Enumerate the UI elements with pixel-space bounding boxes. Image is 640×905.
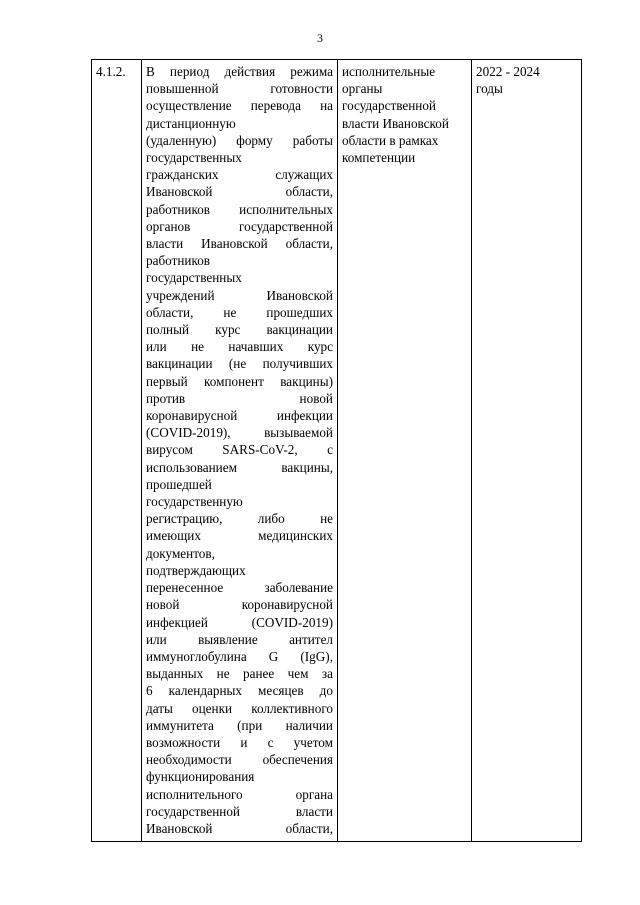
description-line: вакцинации (не получивших <box>146 356 333 372</box>
description-line: осуществление перевода на <box>146 98 333 114</box>
description-line: против новой <box>146 390 333 406</box>
executor-line: государственной <box>342 98 436 114</box>
measures-table <box>91 59 582 842</box>
description-line: или выявление антител <box>146 631 333 647</box>
description-line: иммуноглобулина G (IgG), <box>146 648 333 664</box>
term-line: годы <box>476 81 503 97</box>
description-line: прошедшей <box>146 476 212 492</box>
description-line: имеющих медицинских <box>146 528 333 544</box>
description-line: подтверждающих <box>146 562 246 578</box>
description-line: документов, <box>146 545 215 561</box>
description-line: регистрацию, либо не <box>146 511 333 527</box>
description-line: даты оценки коллективного <box>146 700 333 716</box>
description-line: повышенной готовности <box>146 81 333 97</box>
description-line: первый компонент вакцины) <box>146 373 333 389</box>
table-row <box>92 60 582 842</box>
description-line: коронавирусной инфекции <box>146 408 333 424</box>
executor-line: органы <box>342 81 383 97</box>
description-line: Ивановской области, <box>146 184 333 200</box>
description-line: области, не прошедших <box>146 304 333 320</box>
description-line: функционирования <box>146 769 255 785</box>
description-line: работников <box>146 253 211 269</box>
description-line: (удаленную) форму работы <box>146 132 333 148</box>
description-line: исполнительного органа <box>146 786 333 802</box>
description-line: Ивановской области, <box>146 820 333 836</box>
measure-description-cell <box>142 60 338 842</box>
description-line: иммунитета (при наличии <box>146 717 333 733</box>
term-cell <box>472 60 582 842</box>
executor-line: исполнительные <box>342 64 436 79</box>
description-line: государственных <box>146 150 242 166</box>
executor-line: власти Ивановской <box>342 115 449 131</box>
term-line: 2022 - 2024 <box>476 64 540 79</box>
item-number: 4.1.2. <box>96 64 126 79</box>
item-number-cell <box>92 60 142 842</box>
description-line: работников исполнительных <box>146 201 333 217</box>
description-line: перенесенное заболевание <box>146 580 333 596</box>
description-line: (COVID-2019), вызываемой <box>146 425 333 441</box>
executor-cell <box>338 60 472 842</box>
executor-line: области в рамках <box>342 132 439 148</box>
description-line: полный курс вакцинации <box>146 322 333 338</box>
description-line: вирусом SARS-CoV-2, с <box>146 442 333 458</box>
description-line: государственной власти <box>146 803 333 819</box>
description-line: гражданских служащих <box>146 167 333 183</box>
description-line: В период действия режима <box>146 64 333 79</box>
description-line: или не начавших курс <box>146 339 333 355</box>
description-line: инфекцией (COVID-2019) <box>146 614 333 630</box>
description-line: власти Ивановской области, <box>146 236 333 252</box>
description-line: выданных не ранее чем за <box>146 666 333 682</box>
description-line: государственную <box>146 494 243 510</box>
description-line: государственных <box>146 270 242 286</box>
page-number: 3 <box>317 31 323 45</box>
description-line: 6 календарных месяцев до <box>146 683 333 699</box>
description-line: использованием вакцины, <box>146 459 333 475</box>
description-line: новой коронавирусной <box>146 597 333 613</box>
description-line: дистанционную <box>146 115 236 131</box>
description-line: возможности и с учетом <box>146 734 333 750</box>
description-line: необходимости обеспечения <box>146 752 333 768</box>
description-line: органов государственной <box>146 218 333 234</box>
executor-line: компетенции <box>342 150 416 166</box>
description-line: учреждений Ивановской <box>146 287 333 303</box>
